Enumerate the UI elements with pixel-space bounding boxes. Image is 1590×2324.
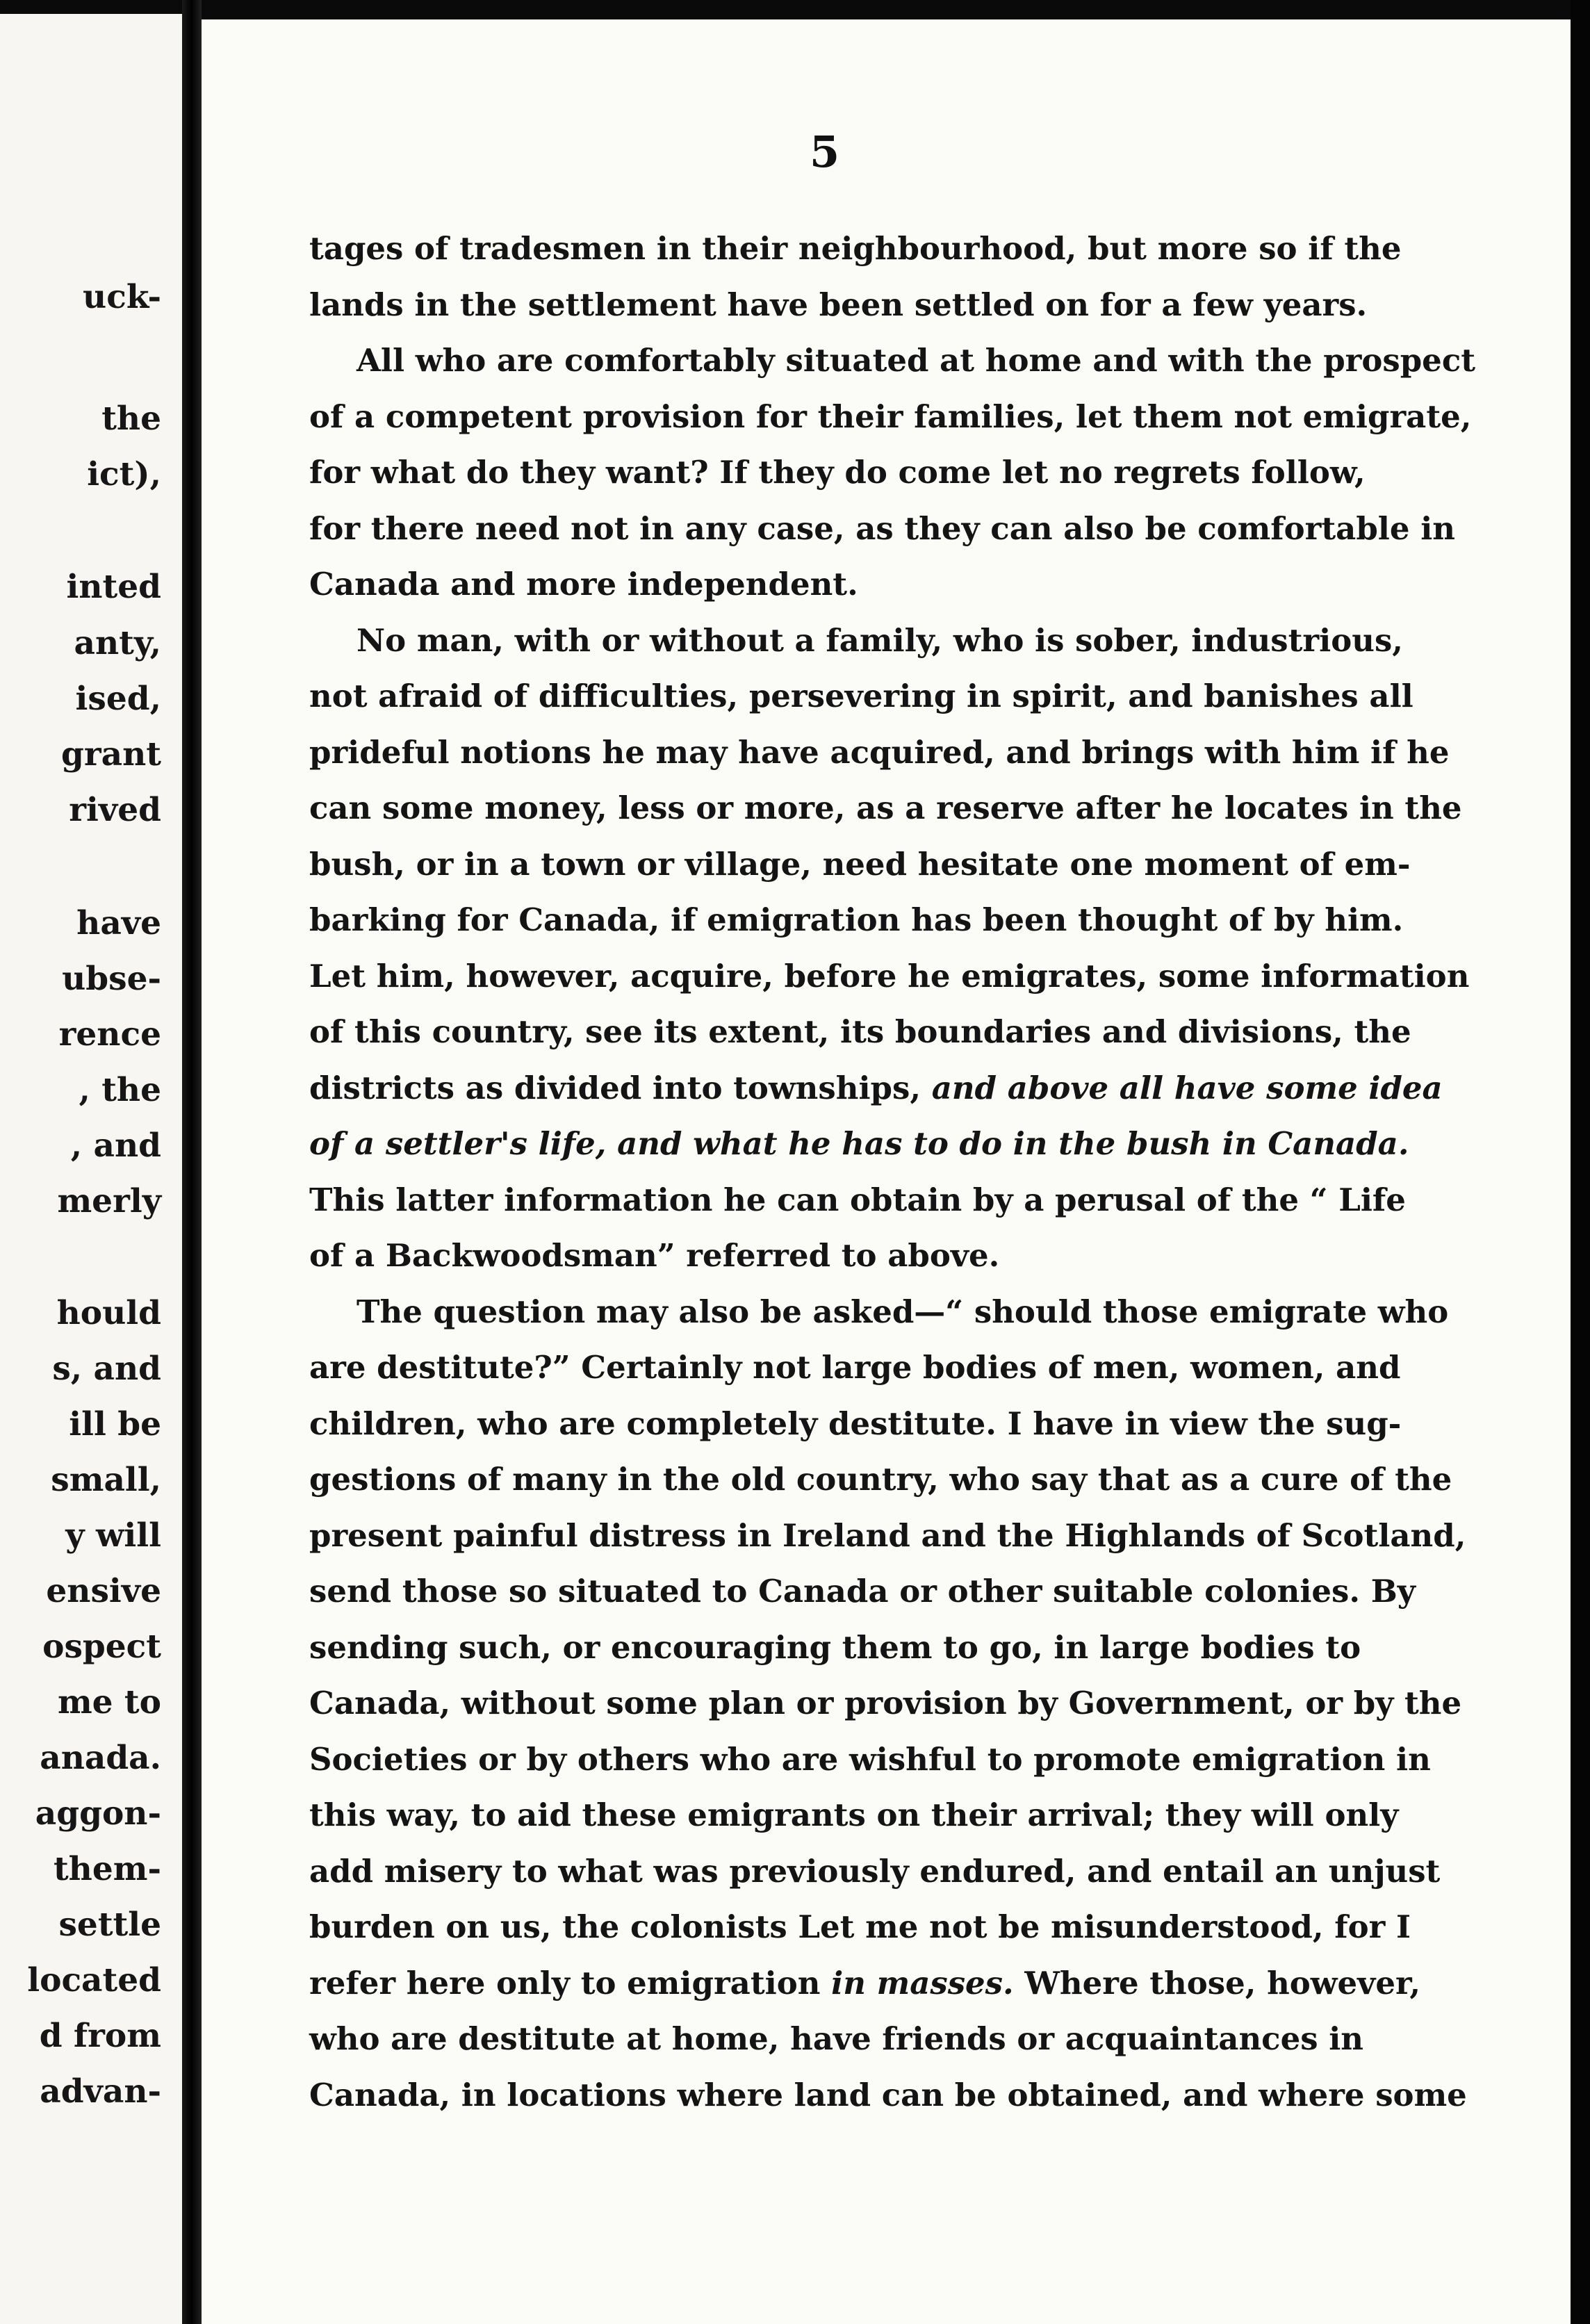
left-fragment: s, and bbox=[52, 1350, 161, 1388]
text-line: barking for Canada, if emigration has been thought of by him. bbox=[309, 901, 1404, 938]
text-line: who are destitute at home, have friends or acquaintances in bbox=[309, 2020, 1364, 2057]
text-line: for there need not in any case, as they can also be comfortable in bbox=[309, 509, 1456, 547]
left-fragment: rence bbox=[58, 1015, 161, 1054]
left-fragment: located bbox=[27, 1961, 161, 1999]
text-line: add misery to what was previously endured, and entail an unjust bbox=[309, 1852, 1441, 1890]
left-fragment: aggon- bbox=[35, 1794, 161, 1833]
text-line: All who are comfortably situated at home and with the prospect bbox=[356, 342, 1476, 379]
left-fragment: settle bbox=[58, 1906, 161, 1944]
left-fragment: ict), bbox=[87, 455, 161, 493]
text-segment: Where those, however, bbox=[1024, 1964, 1421, 2002]
text-line: not afraid of difficulties, persevering in spirit, and banishes all bbox=[309, 678, 1413, 714]
left-fragment: , the bbox=[79, 1071, 161, 1109]
left-page-fragment bbox=[0, 14, 182, 2324]
text-line: children, who are completely destitute. I have in view the sug- bbox=[309, 1405, 1402, 1442]
text-line: sending such, or encouraging them to go, in large bodies to bbox=[309, 1628, 1361, 1666]
body-text bbox=[309, 221, 1476, 2123]
text-line: This latter information he can obtain by a perusal of the “ Life bbox=[309, 1181, 1406, 1218]
italic-text: in masses. bbox=[831, 1964, 1014, 2002]
text-line: of a competent provision for their families, let them not emigrate, bbox=[309, 398, 1472, 435]
left-fragment: ill be bbox=[69, 1405, 161, 1443]
left-fragment: anada. bbox=[40, 1739, 161, 1777]
text-line: of this country, see its extent, its boundaries and divisions, the bbox=[309, 1013, 1411, 1050]
left-fragment: anty, bbox=[74, 624, 161, 662]
left-fragment: d from bbox=[39, 2017, 161, 2055]
text-segment: districts as divided into townships, bbox=[309, 1069, 921, 1106]
text-line: present painful distress in Ireland and the Highlands of Scotland, bbox=[309, 1516, 1466, 1554]
left-fragment: ensive bbox=[46, 1572, 161, 1610]
text-line: Let him, however, acquire, before he emigrates, some information bbox=[309, 957, 1470, 995]
page-number: 5 bbox=[810, 126, 840, 177]
text-line: can some money, less or more, as a reserve after he locates in the bbox=[309, 789, 1462, 826]
text-line: send those so situated to Canada or other suitable colonies. By bbox=[309, 1573, 1416, 1610]
text-line: Canada and more independent. bbox=[309, 566, 858, 603]
text-line bbox=[309, 1116, 1409, 1172]
text-line: prideful notions he may have acquired, and brings with him if he bbox=[309, 733, 1450, 771]
left-fragment: them- bbox=[53, 1850, 161, 1888]
left-fragment: have bbox=[76, 904, 161, 942]
left-fragment: advan- bbox=[40, 2072, 161, 2111]
text-line: for what do they want? If they do come let no regrets follow, bbox=[309, 454, 1366, 491]
left-fragment: ubse- bbox=[62, 960, 161, 998]
text-line: are destitute?” Certainly not large bodies of men, women, and bbox=[309, 1349, 1401, 1386]
left-fragment: me to bbox=[57, 1683, 161, 1721]
book-gutter bbox=[182, 0, 202, 2324]
left-fragment: ised, bbox=[75, 680, 161, 718]
text-line: No man, with or without a family, who is sober, industrious, bbox=[356, 621, 1403, 659]
left-fragment: the bbox=[101, 400, 161, 438]
text-line: gestions of many in the old country, who say that as a cure of the bbox=[309, 1461, 1452, 1498]
text-segment: refer here only to emigration bbox=[309, 1964, 821, 2002]
text-line: Canada, in locations where land can be obtained, and where some bbox=[309, 2076, 1467, 2113]
italic-text: of a settler's life, and what he has to do in the bush in Canada. bbox=[309, 1125, 1409, 1162]
text-line: Canada, without some plan or provision by Government, or by the bbox=[309, 1685, 1462, 1721]
scan-border bbox=[1571, 0, 1590, 2324]
left-fragment: , and bbox=[70, 1127, 161, 1165]
left-fragment: ospect bbox=[42, 1628, 161, 1666]
text-line: Societies or by others who are wishful to promote emigration in bbox=[309, 1740, 1431, 1778]
text-line bbox=[309, 1956, 1421, 2012]
left-fragment: inted bbox=[66, 568, 161, 606]
left-fragment: y will bbox=[65, 1516, 161, 1555]
text-line: tages of tradesmen in their neighbourhood, but more so if the bbox=[309, 230, 1402, 267]
left-fragment: grant bbox=[61, 735, 161, 774]
left-fragment: merly bbox=[57, 1182, 161, 1220]
text-line: burden on us, the colonists Let me not be misunderstood, for I bbox=[309, 1908, 1411, 1945]
text-line: bush, or in a town or village, need hesitate one moment of em- bbox=[309, 845, 1411, 883]
left-fragment: small, bbox=[51, 1461, 161, 1499]
text-line: of a Backwoodsman” referred to above. bbox=[309, 1237, 1000, 1274]
left-fragment: rived bbox=[69, 791, 161, 829]
text-line: this way, to aid these emigrants on their arrival; they will only bbox=[309, 1797, 1399, 1833]
left-fragment: hould bbox=[56, 1294, 161, 1332]
left-fragment: uck- bbox=[83, 278, 161, 316]
text-line bbox=[309, 1061, 1443, 1117]
text-line: The question may also be asked—“ should those emigrate who bbox=[356, 1293, 1449, 1330]
italic-text: and above all have some idea bbox=[931, 1069, 1443, 1106]
text-line: lands in the settlement have been settled on for a few years. bbox=[309, 286, 1368, 323]
